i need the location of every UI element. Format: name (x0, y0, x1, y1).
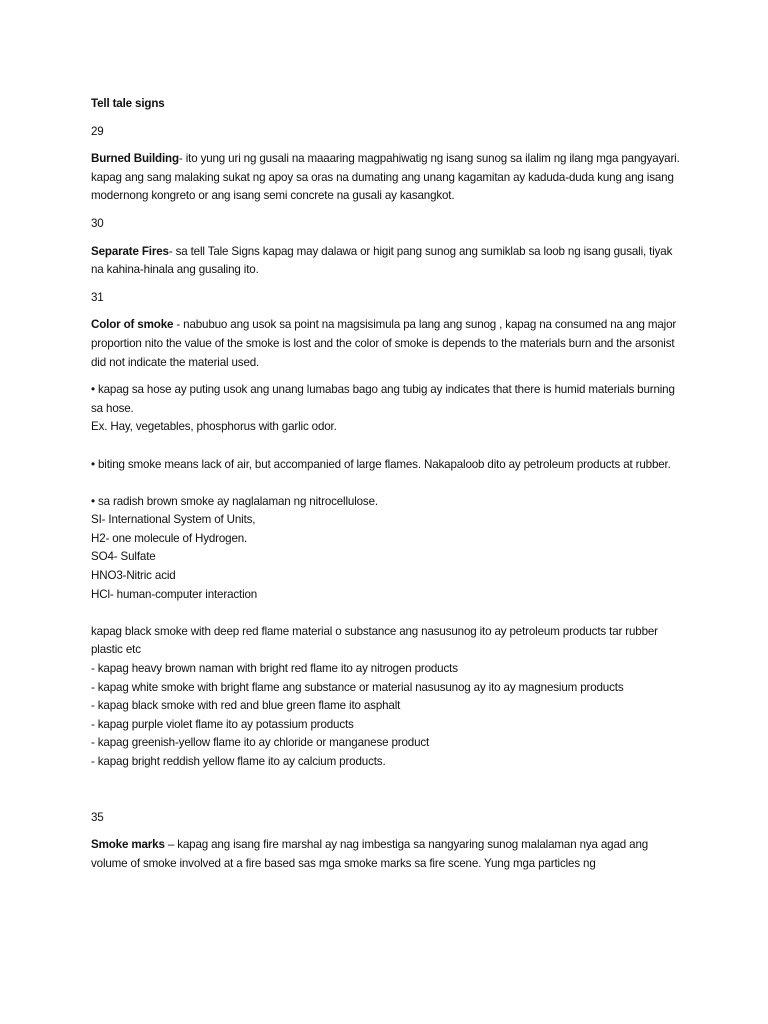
spacer (91, 604, 681, 623)
flame-item-purple-violet: - kapag purple violet flame ito ay potassium products (91, 717, 354, 731)
spacer (91, 781, 681, 809)
section-number-29: 29 (91, 124, 104, 138)
flame-item-black-smoke: - kapag black smoke with red and blue green flame ito asphalt (91, 699, 401, 713)
document-page (91, 95, 681, 882)
flame-item-white-smoke: - kapag white smoke with bright flame ang substance or material nasusunog ay ito ay magnesium products (91, 680, 624, 694)
section-35-text: – kapag ang isang fire marshal ay nag imbestiga sa nangyaring sunog malalaman nya agad ang volume of smoke involved at a fire based sas mga smoke marks sa fire scene. Yung mga particles ng (91, 838, 649, 870)
abbreviation-si: SI- International System of Units, (91, 513, 256, 527)
abbreviation-hno3: HNO3-Nitric acid (91, 569, 176, 583)
abbreviation-h2: H2- one molecule of Hydrogen. (91, 531, 248, 545)
abbreviation-so4: SO4- Sulfate (91, 550, 156, 564)
section-number-30: 30 (91, 216, 104, 230)
section-number-35: 35 (91, 810, 104, 824)
section-29-paragraph (91, 150, 681, 206)
flame-color-intro: kapag black smoke with deep red flame material o substance ang nasusunog ito ay petroleum products tar rubber plastic etc (91, 624, 658, 657)
smoke-bullet-block (91, 381, 681, 771)
example-line: Ex. Hay, vegetables, phosphorus with garlic odor. (91, 420, 337, 434)
section-30-paragraph (91, 243, 681, 280)
bullet-radish-brown-smoke: • sa radish brown smoke ay naglalaman ng nitrocellulose. (91, 494, 378, 508)
section-31-text: - nabubuo ang usok sa point na magsisimula pa lang ang sunog , kapag na consumed na ang major proportion nito the value of the smoke is lost and the color of smoke is depends to the materials burn and the arsonist did not indicate the material used. (91, 318, 677, 369)
flame-item-greenish-yellow: - kapag greenish-yellow flame ito ay chloride or manganese product (91, 736, 430, 750)
term-separate-fires: Separate Fires (91, 244, 169, 258)
flame-item-heavy-brown: - kapag heavy brown naman with bright red flame ito ay nitrogen products (91, 662, 458, 676)
abbreviation-hcl: HCl- human-computer interaction (91, 587, 258, 601)
term-smoke-marks: Smoke marks (91, 838, 165, 852)
bullet-biting-smoke: • biting smoke means lack of air, but accompanied of large flames. Nakapaloob dito ay petroleum products at rubber. (91, 457, 671, 471)
spacer (91, 474, 681, 493)
term-burned-building: Burned Building (91, 152, 179, 166)
term-color-of-smoke: Color of smoke (91, 318, 174, 332)
flame-item-bright-reddish-yellow: - kapag bright reddish yellow flame ito ay calcium products. (91, 755, 386, 768)
document-title: Tell tale signs (91, 97, 165, 110)
spacer (91, 437, 681, 456)
section-29-text: - ito yung uri ng gusali na maaaring magpahiwatig ng isang sunog sa ilalim ng ilang mga pangyayari. kapag ang sang malaking sukat ng apoy sa oras na dumating ang unang kagamitan ay kaduda-duda kung ang isang modernong kongreto or ang isang semi concrete na gusali ay kasangkot. (91, 152, 680, 203)
section-31-paragraph (91, 316, 681, 372)
section-30-text: - sa tell Tale Signs kapag may dalawa or higit pang sunog ang sumiklab sa loob ng isang gusali, tiyak na kahina-hinala ang gusaling ito. (91, 244, 673, 277)
section-35-paragraph (91, 836, 681, 873)
bullet-white-smoke: • kapag sa hose ay puting usok ang unang lumabas bago ang tubig ay indicates that there is humid materials burning sa hose. (91, 383, 675, 415)
section-number-31: 31 (91, 290, 104, 304)
